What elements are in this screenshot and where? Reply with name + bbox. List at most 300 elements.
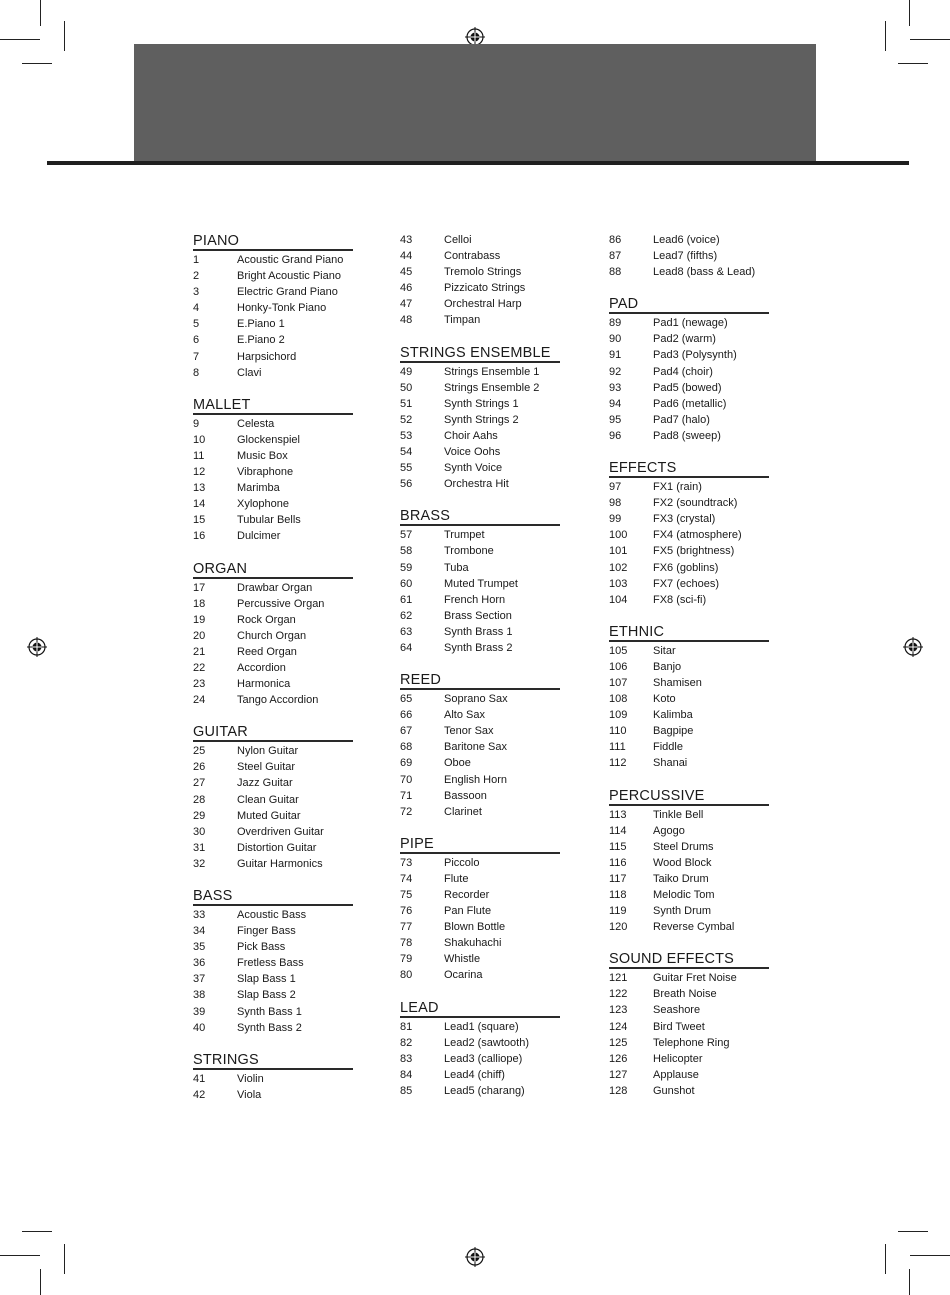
- instrument-number: 93: [609, 381, 622, 394]
- instrument-name: Melodic Tom: [653, 889, 715, 901]
- instrument-item: [193, 496, 353, 512]
- instrument-number: 71: [400, 789, 413, 802]
- instrument-number: 97: [609, 481, 622, 494]
- instrument-name: Reverse Cymbal: [653, 921, 735, 934]
- instrument-name: Soprano Sax: [444, 693, 508, 706]
- crop-mark: [898, 63, 928, 64]
- instrument-name: Taiko Drum: [653, 872, 709, 885]
- instrument-item: [400, 560, 560, 576]
- instrument-name: Strings Ensemble 2: [444, 381, 540, 394]
- instrument-name: Drawbar Organ: [237, 581, 313, 594]
- instrument-number: 62: [400, 609, 413, 622]
- instrument-item: [193, 856, 353, 872]
- instrument-item: [193, 512, 353, 528]
- instrument-number: 112: [609, 757, 627, 770]
- section-gap: [193, 872, 353, 889]
- instrument-number: 65: [400, 693, 413, 706]
- instrument-item: [400, 788, 560, 804]
- instrument-number: 122: [609, 988, 628, 1001]
- instrument-name: Dulcimer: [237, 530, 281, 543]
- instrument-number: 116: [609, 856, 627, 869]
- crop-mark: [0, 1255, 40, 1256]
- instrument-number: 86: [609, 234, 622, 246]
- instrument-item: [609, 1067, 769, 1083]
- instrument-item: [193, 416, 353, 432]
- section-title: BASS: [193, 889, 353, 906]
- instrument-name: Helicopter: [653, 1052, 703, 1065]
- instrument-name: Xylophone: [237, 498, 289, 511]
- crop-mark: [885, 1244, 886, 1274]
- instrument-item: [400, 380, 560, 396]
- instrument-item: [609, 527, 769, 543]
- crop-mark: [909, 1269, 910, 1295]
- instrument-name: English Horn: [444, 773, 507, 786]
- instrument-name: FX4 (atmosphere): [653, 529, 742, 542]
- instrument-number: 34: [193, 925, 206, 938]
- instrument-number: 23: [193, 678, 206, 691]
- instrument-item: [193, 939, 353, 955]
- instrument-item: [609, 903, 769, 919]
- instrument-number: 119: [609, 905, 627, 918]
- instrument-name: Trumpet: [444, 529, 485, 542]
- instrument-name: Pad8 (sweep): [653, 429, 721, 442]
- instrument-name: Ocarina: [444, 969, 483, 982]
- instrument-item: [400, 312, 560, 328]
- instrument-item: [193, 432, 353, 448]
- instrument-name: Tubular Bells: [237, 514, 301, 527]
- instrument-name: Tango Accordion: [237, 694, 319, 707]
- instrument-item: [193, 1071, 353, 1087]
- instrument-number: 37: [193, 973, 206, 986]
- instrument-name: Violin: [237, 1072, 264, 1085]
- instrument-number: 69: [400, 757, 413, 770]
- instrument-item: [609, 970, 769, 986]
- instrument-item: [400, 444, 560, 460]
- instrument-number: 115: [609, 840, 627, 853]
- instrument-item: [400, 707, 560, 723]
- instrument-item: [193, 824, 353, 840]
- instrument-number: 89: [609, 317, 622, 330]
- instrument-item: [400, 428, 560, 444]
- instrument-name: Pad1 (newage): [653, 317, 728, 330]
- instrument-item: [609, 1035, 769, 1051]
- instrument-name: Finger Bass: [237, 925, 296, 938]
- instrument-number: 81: [400, 1020, 413, 1033]
- instrument-name: Electric Grand Piano: [237, 286, 338, 299]
- instrument-number: 15: [193, 514, 206, 527]
- instrument-name: Glockenspiel: [237, 433, 300, 446]
- instrument-number: 85: [400, 1084, 413, 1097]
- instrument-name: E.Piano 1: [237, 318, 285, 331]
- instrument-name: Steel Drums: [653, 840, 714, 853]
- section-title: STRINGS ENSEMBLE: [400, 346, 560, 363]
- instrument-item: [609, 659, 769, 675]
- instrument-number: 11: [193, 449, 205, 462]
- instrument-number: 125: [609, 1036, 628, 1049]
- instrument-item: [400, 691, 560, 707]
- instrument-number: 123: [609, 1004, 628, 1017]
- crop-mark: [0, 39, 40, 40]
- section-title: PAD: [609, 297, 769, 314]
- instrument-name: Muted Trumpet: [444, 577, 518, 590]
- instrument-number: 49: [400, 365, 413, 378]
- instrument-item: [609, 919, 769, 935]
- header-rule: [47, 161, 909, 165]
- section-gap: [609, 444, 769, 461]
- instrument-item: [400, 460, 560, 476]
- instrument-number: 91: [609, 349, 622, 362]
- instrument-number: 9: [193, 417, 200, 430]
- instrument-name: Bird Tweet: [653, 1020, 705, 1033]
- instrument-name: Whistle: [444, 953, 481, 966]
- instrument-item: [609, 807, 769, 823]
- instrument-number: 58: [400, 545, 413, 558]
- instrument-number: 84: [400, 1068, 413, 1081]
- instrument-item: [609, 315, 769, 331]
- instrument-number: 103: [609, 577, 628, 590]
- instrument-number: 54: [400, 446, 413, 459]
- crop-mark: [910, 1255, 950, 1256]
- instrument-name: Bagpipe: [653, 725, 694, 738]
- instrument-item: [400, 1019, 560, 1035]
- instrument-number: 30: [193, 825, 206, 838]
- instrument-item: [609, 675, 769, 691]
- instrument-number: 67: [400, 725, 413, 738]
- instrument-number: 56: [400, 478, 413, 491]
- instrument-number: 64: [400, 641, 413, 654]
- instrument-name: Rock Organ: [237, 613, 296, 626]
- instrument-number: 57: [400, 529, 413, 542]
- instrument-item: [609, 428, 769, 444]
- instrument-item: [193, 971, 353, 987]
- instrument-number: 51: [400, 397, 413, 410]
- instrument-item: [609, 380, 769, 396]
- instrument-number: 41: [193, 1072, 206, 1085]
- instrument-name: Oboe: [444, 757, 471, 770]
- instrument-item: [193, 759, 353, 775]
- instrument-number: 80: [400, 969, 413, 982]
- instrument-name: Acoustic Grand Piano: [237, 254, 344, 266]
- section-gap: [193, 545, 353, 562]
- instrument-item: [400, 739, 560, 755]
- instrument-number: 126: [609, 1052, 628, 1065]
- instrument-item: [193, 692, 353, 708]
- section-title: PERCUSSIVE: [609, 789, 769, 806]
- instrument-number: 55: [400, 462, 413, 475]
- instrument-item: [609, 823, 769, 839]
- instrument-number: 27: [193, 777, 206, 790]
- instrument-number: 63: [400, 625, 413, 638]
- instrument-number: 90: [609, 333, 622, 346]
- instrument-name: Koto: [653, 693, 676, 706]
- instrument-number: 111: [609, 741, 626, 754]
- instrument-number: 43: [400, 234, 413, 246]
- instrument-item: [400, 640, 560, 656]
- instrument-name: Orchestral Harp: [444, 298, 522, 311]
- instrument-item: [609, 887, 769, 903]
- instrument-name: E.Piano 2: [237, 334, 285, 347]
- instrument-name: Telephone Ring: [653, 1036, 730, 1049]
- instrument-name: Celesta: [237, 417, 275, 430]
- instrument-name: Pad3 (Polysynth): [653, 349, 737, 362]
- instrument-item: [193, 332, 353, 348]
- instrument-item: [193, 316, 353, 332]
- instrument-name: Overdriven Guitar: [237, 825, 324, 838]
- instrument-name: Gunshot: [653, 1084, 695, 1097]
- instrument-item: [193, 676, 353, 692]
- instrument-number: 32: [193, 857, 206, 870]
- instrument-name: Steel Guitar: [237, 761, 296, 774]
- instrument-name: Synth Brass 2: [444, 641, 513, 654]
- instrument-number: 24: [193, 694, 206, 707]
- instrument-number: 107: [609, 676, 628, 689]
- instrument-item: [193, 907, 353, 923]
- instrument-item: [609, 412, 769, 428]
- instrument-name: FX7 (echoes): [653, 577, 720, 590]
- instrument-name: Synth Bass 2: [237, 1021, 302, 1034]
- instrument-item: [400, 919, 560, 935]
- instrument-item: [193, 448, 353, 464]
- instrument-item: [400, 935, 560, 951]
- instrument-item: [400, 1035, 560, 1051]
- instrument-item: [400, 887, 560, 903]
- instrument-name: Synth Bass 1: [237, 1005, 302, 1018]
- instrument-name: Synth Strings 2: [444, 413, 519, 426]
- instrument-item: [400, 1051, 560, 1067]
- instrument-item: [193, 300, 353, 316]
- instrument-name: Viola: [237, 1088, 262, 1101]
- instrument-number: 35: [193, 941, 206, 954]
- instrument-number: 10: [193, 433, 206, 446]
- instrument-number: 105: [609, 644, 628, 657]
- section-gap: [400, 492, 560, 509]
- instrument-item: [400, 396, 560, 412]
- instrument-item: [193, 1087, 353, 1103]
- instrument-name: Pad5 (bowed): [653, 381, 722, 394]
- instrument-item: [400, 527, 560, 543]
- instrument-name: FX5 (brightness): [653, 545, 735, 558]
- instrument-name: Lead7 (fifths): [653, 250, 718, 263]
- instrument-name: Applause: [653, 1068, 699, 1081]
- instrument-number: 99: [609, 513, 622, 526]
- instrument-name: Recorder: [444, 889, 490, 901]
- instrument-item: [609, 264, 769, 280]
- instrument-item: [193, 955, 353, 971]
- instrument-name: Seashore: [653, 1004, 701, 1017]
- instrument-number: 96: [609, 429, 622, 442]
- instrument-name: Baritone Sax: [444, 741, 507, 754]
- instrument-number: 21: [193, 645, 206, 658]
- instrument-number: 26: [193, 761, 206, 774]
- instrument-number: 127: [609, 1068, 628, 1081]
- instrument-name: Bassoon: [444, 789, 487, 802]
- section-gap: [400, 329, 560, 346]
- instrument-number: 75: [400, 889, 413, 901]
- instrument-number: 118: [609, 889, 627, 901]
- instrument-name: Brass Section: [444, 609, 512, 622]
- instrument-number: 68: [400, 741, 413, 754]
- instrument-item: [400, 871, 560, 887]
- registration-mark-icon: [903, 637, 923, 657]
- instrument-number: 3: [193, 286, 200, 299]
- instrument-item: [609, 707, 769, 723]
- instrument-item: [400, 543, 560, 559]
- instrument-item: [400, 1067, 560, 1083]
- instrument-number: 88: [609, 266, 622, 279]
- section-title: EFFECTS: [609, 461, 769, 478]
- instrument-name: Reed Organ: [237, 645, 297, 658]
- instrument-item: [193, 1004, 353, 1020]
- instrument-name: Contrabass: [444, 250, 501, 263]
- instrument-name: Tenor Sax: [444, 725, 494, 738]
- instrument-item: [609, 511, 769, 527]
- instrument-number: 70: [400, 773, 413, 786]
- instrument-item: [193, 840, 353, 856]
- instrument-name: Trombone: [444, 545, 494, 558]
- instrument-number: 87: [609, 250, 622, 263]
- instrument-name: Voice Oohs: [444, 446, 501, 459]
- instrument-item: [609, 331, 769, 347]
- section-gap: [400, 984, 560, 1001]
- instrument-item: [193, 580, 353, 596]
- instrument-item: [609, 479, 769, 495]
- instrument-item: [193, 252, 353, 268]
- instrument-item: [400, 951, 560, 967]
- instrument-item: [400, 723, 560, 739]
- instrument-number: 73: [400, 856, 413, 869]
- instrument-number: 77: [400, 921, 413, 934]
- section-gap: [193, 1036, 353, 1053]
- instrument-name: Pizzicato Strings: [444, 282, 526, 295]
- instrument-number: 95: [609, 413, 622, 426]
- registration-mark-icon: [465, 1247, 485, 1267]
- instrument-item: [609, 347, 769, 363]
- instrument-item: [193, 808, 353, 824]
- instrument-item: [193, 480, 353, 496]
- instrument-name: FX6 (goblins): [653, 561, 719, 574]
- instrument-name: Harpsichord: [237, 350, 297, 363]
- section-title: SOUND EFFECTS: [609, 952, 769, 969]
- instrument-name: Lead6 (voice): [653, 234, 720, 246]
- instrument-number: 13: [193, 482, 206, 495]
- instrument-number: 114: [609, 824, 627, 837]
- instrument-name: Lead1 (square): [444, 1020, 519, 1033]
- instrument-name: Flute: [444, 872, 469, 885]
- instrument-item: [400, 624, 560, 640]
- instrument-item: [400, 804, 560, 820]
- instrument-column-1: [193, 234, 353, 1103]
- instrument-name: Synth Drum: [653, 905, 712, 918]
- registration-mark-icon: [27, 637, 47, 657]
- instrument-name: Guitar Fret Noise: [653, 972, 737, 985]
- instrument-name: Lead4 (chiff): [444, 1068, 505, 1081]
- instrument-number: 117: [609, 872, 627, 885]
- instrument-number: 76: [400, 905, 413, 918]
- section-title: ORGAN: [193, 562, 353, 579]
- instrument-name: Bright Acoustic Piano: [237, 270, 341, 283]
- instrument-item: [609, 1051, 769, 1067]
- instrument-item: [400, 364, 560, 380]
- instrument-item: [400, 248, 560, 264]
- instrument-name: Tuba: [444, 561, 469, 574]
- instrument-item: [400, 772, 560, 788]
- instrument-name: Pad4 (choir): [653, 365, 713, 378]
- instrument-number: 39: [193, 1005, 206, 1018]
- instrument-number: 106: [609, 660, 628, 673]
- instrument-number: 48: [400, 314, 413, 327]
- instrument-number: 42: [193, 1088, 206, 1101]
- instrument-number: 72: [400, 805, 413, 818]
- section-title: GUITAR: [193, 725, 353, 742]
- instrument-column-3: [609, 232, 769, 1099]
- instrument-name: Nylon Guitar: [237, 745, 299, 758]
- instrument-item: [193, 365, 353, 381]
- instrument-item: [609, 543, 769, 559]
- instrument-item: [609, 248, 769, 264]
- instrument-name: Synth Brass 1: [444, 625, 513, 638]
- crop-mark: [909, 0, 910, 26]
- instrument-name: FX1 (rain): [653, 481, 702, 494]
- instrument-name: Breath Noise: [653, 988, 717, 1001]
- instrument-name: Pad6 (metallic): [653, 397, 727, 410]
- instrument-name: Harmonica: [237, 678, 291, 691]
- instrument-name: Fiddle: [653, 741, 683, 754]
- instrument-number: 120: [609, 921, 628, 934]
- instrument-number: 66: [400, 709, 413, 722]
- instrument-number: 124: [609, 1020, 628, 1033]
- section-gap: [609, 935, 769, 952]
- instrument-number: 45: [400, 266, 413, 279]
- instrument-number: 20: [193, 629, 206, 642]
- instrument-number: 101: [609, 545, 628, 558]
- instrument-name: Shamisen: [653, 676, 702, 689]
- instrument-item: [609, 839, 769, 855]
- instrument-number: 12: [193, 466, 206, 479]
- instrument-name: Lead5 (charang): [444, 1084, 525, 1097]
- instrument-name: Clavi: [237, 366, 262, 379]
- instrument-number: 74: [400, 872, 413, 885]
- instrument-name: Fretless Bass: [237, 957, 304, 970]
- instrument-item: [609, 592, 769, 608]
- instrument-item: [609, 723, 769, 739]
- instrument-name: Pad2 (warm): [653, 333, 716, 346]
- instrument-item: [400, 296, 560, 312]
- instrument-item: [193, 923, 353, 939]
- crop-mark: [885, 21, 886, 51]
- section-title: STRINGS: [193, 1053, 353, 1070]
- instrument-name: Tinkle Bell: [653, 808, 704, 821]
- instrument-name: Timpan: [444, 314, 481, 327]
- instrument-name: Clarinet: [444, 805, 482, 818]
- instrument-name: Pad7 (halo): [653, 413, 710, 426]
- instrument-number: 60: [400, 577, 413, 590]
- instrument-number: 94: [609, 397, 622, 410]
- section-title: PIANO: [193, 234, 353, 251]
- instrument-name: Agogo: [653, 824, 685, 837]
- instrument-number: 33: [193, 909, 206, 921]
- instrument-number: 109: [609, 709, 628, 722]
- instrument-item: [193, 284, 353, 300]
- instrument-number: 5: [193, 318, 200, 331]
- instrument-name: Alto Sax: [444, 709, 485, 722]
- instrument-number: 44: [400, 250, 413, 263]
- instrument-number: 98: [609, 497, 622, 510]
- instrument-name: Jazz Guitar: [237, 777, 293, 790]
- instrument-number: 108: [609, 693, 628, 706]
- instrument-number: 25: [193, 745, 206, 758]
- instrument-number: 1: [193, 254, 200, 266]
- instrument-name: Lead8 (bass & Lead): [653, 266, 756, 279]
